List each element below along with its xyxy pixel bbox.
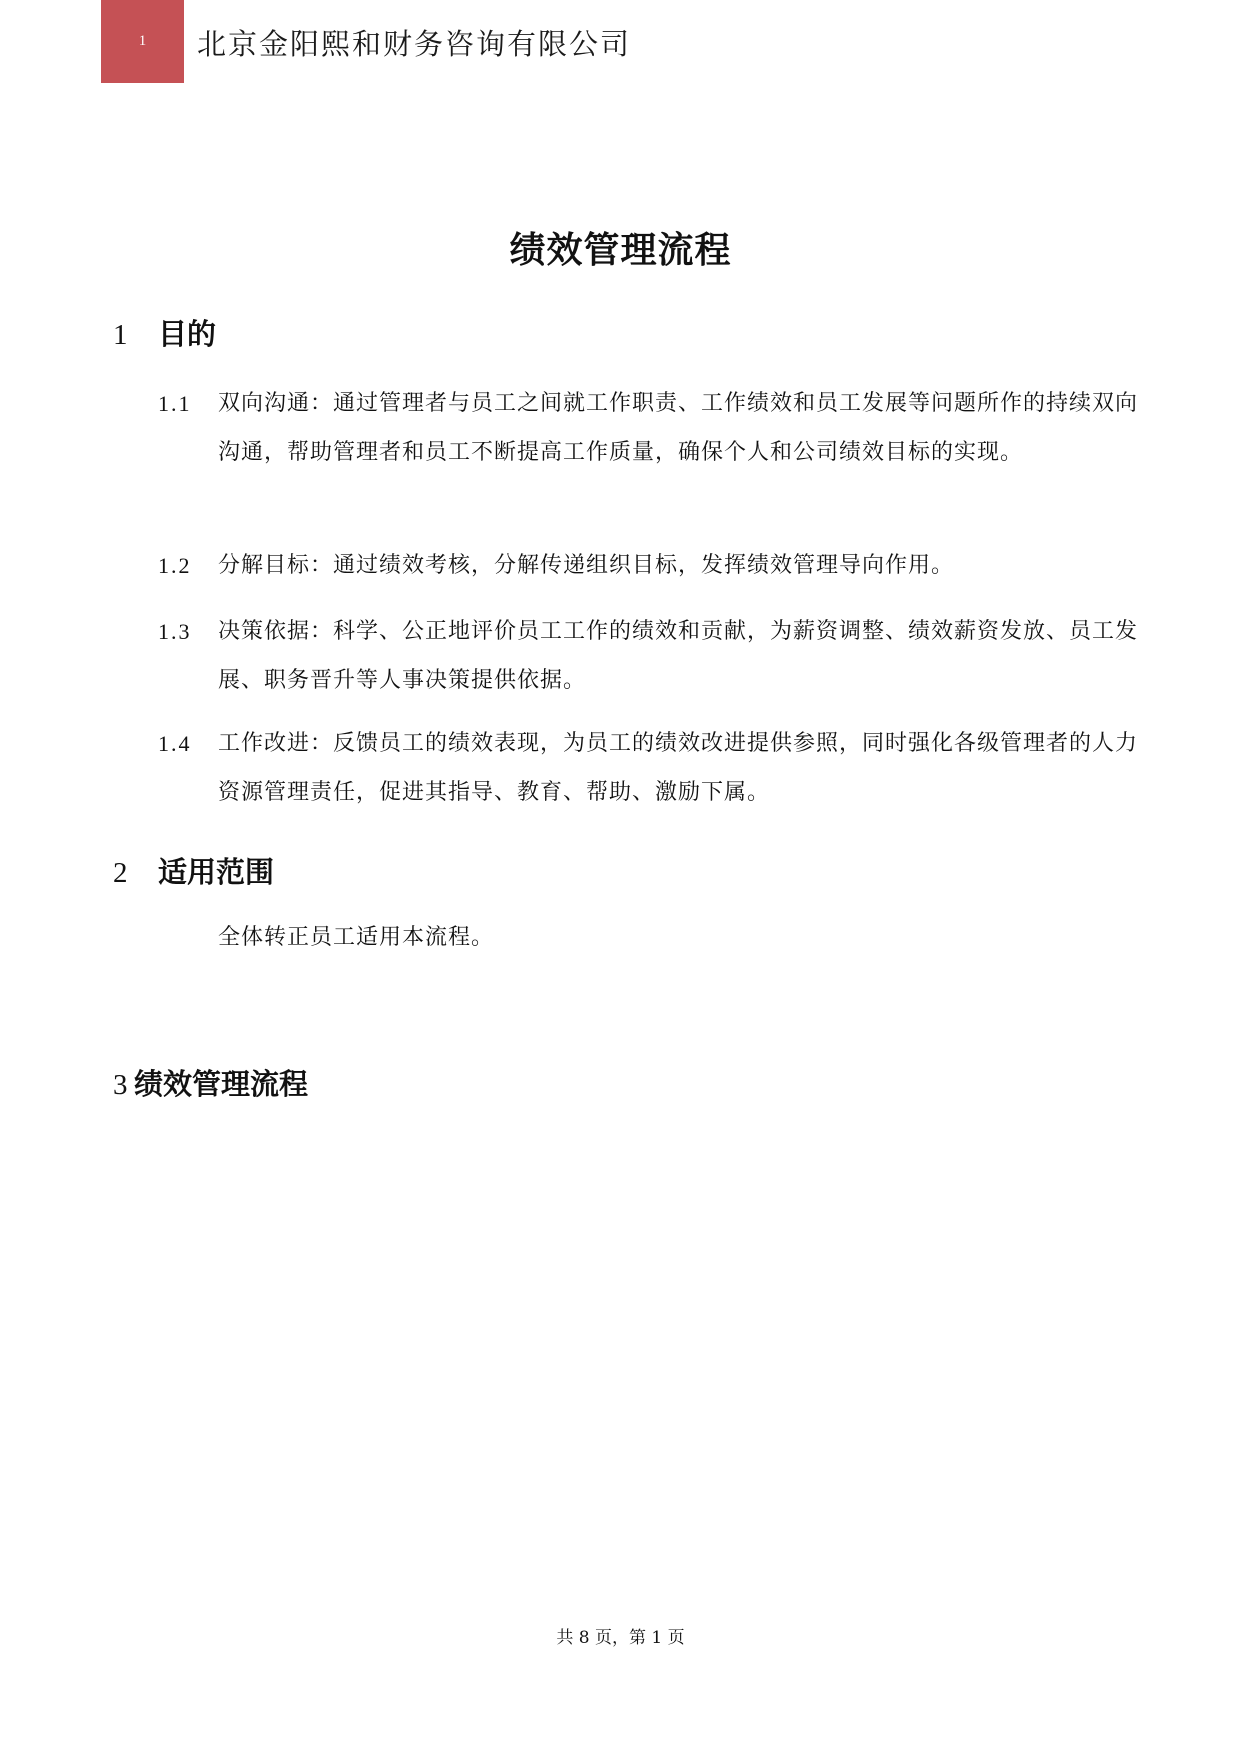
list-item (158, 379, 1138, 477)
section-number: 1 (113, 319, 128, 351)
item-text: 工作改进：反馈员工的绩效表现，为员工的绩效改进提供参照，同时强化各级管理者的人力资源管理责任，促进其指导、教育、帮助、激励下属。 (218, 731, 1139, 805)
item-number: 1.1 (158, 391, 192, 416)
item-number: 1.4 (158, 731, 192, 756)
list-item (158, 719, 1138, 817)
section-title: 目的 (158, 317, 217, 351)
section-number: 2 (113, 857, 128, 889)
item-text: 决策依据：科学、公正地评价员工工作的绩效和贡献，为薪资调整、绩效薪资发放、员工发展、职务晋升等人事决策提供依据。 (218, 619, 1139, 693)
section-heading-process (113, 1062, 308, 1103)
section-number: 3 (113, 1069, 128, 1101)
section-heading-scope (113, 850, 274, 891)
item-number: 1.3 (158, 619, 192, 644)
list-item (158, 607, 1138, 705)
item-text: 分解目标：通过绩效考核，分解传递组织目标，发挥绩效管理导向作用。 (218, 553, 955, 578)
page-footer: 共 8 页，第 1 页 (556, 1628, 685, 1648)
list-item (158, 541, 1138, 590)
item-text: 双向沟通：通过管理者与员工之间就工作职责、工作绩效和员工发展等问题所作的持续双向沟通，帮助管理者和员工不断提高工作质量，确保个人和公司绩效目标的实现。 (218, 391, 1139, 465)
page-number-badge: 1 (101, 0, 184, 83)
section-title: 绩效管理流程 (134, 1067, 309, 1101)
item-number: 1.2 (158, 553, 192, 578)
section-heading-purpose (113, 312, 216, 353)
section-title: 适用范围 (158, 855, 275, 889)
document-title: 绩效管理流程 (509, 230, 732, 271)
scope-paragraph: 全体转正员工适用本流程。 (218, 925, 495, 950)
company-name: 北京金阳熙和财务咨询有限公司 (197, 27, 632, 61)
